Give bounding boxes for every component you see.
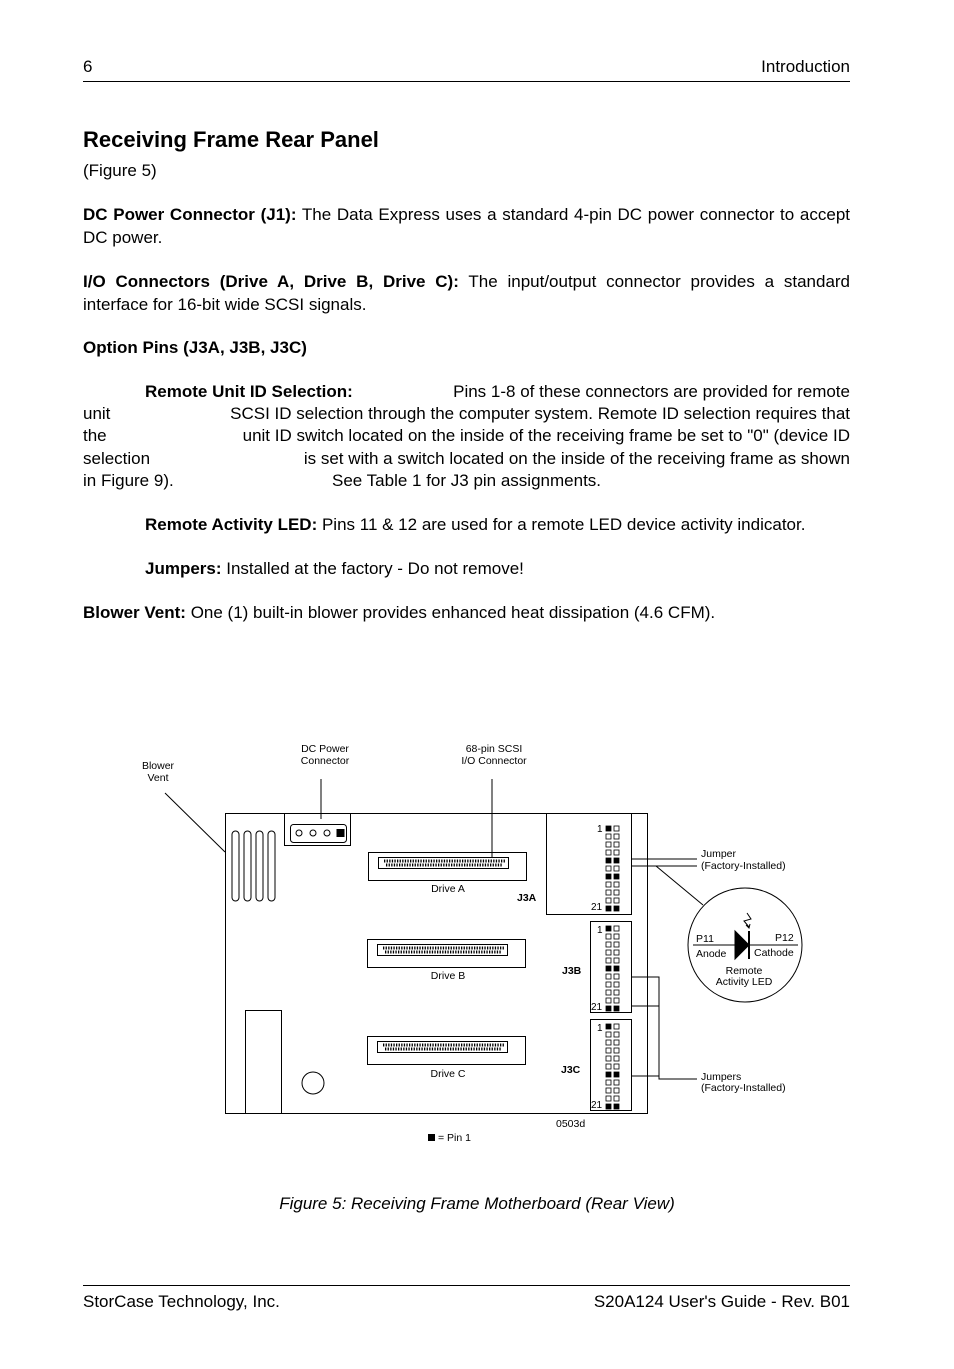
jumpers-label: Jumpers: (145, 559, 222, 578)
header-pin (606, 1064, 611, 1069)
header-pin (614, 834, 619, 839)
remote-id-word-3: the (83, 426, 107, 445)
header-pin (606, 1040, 611, 1045)
header-pin (606, 1006, 611, 1011)
board-component (246, 1011, 282, 1114)
footer-doc-title: S20A124 User's Guide - Rev. B01 (593, 1292, 850, 1311)
blower-vent-label-2: Vent (147, 772, 169, 784)
jumpers-text: Installed at the factory - Do not remove! (221, 559, 524, 578)
header-pin (606, 898, 611, 903)
remote-led-label: Remote Activity LED: (145, 515, 318, 534)
led-p12: P12 (775, 932, 794, 944)
header-pin (606, 874, 611, 879)
header-pin (614, 1006, 619, 1011)
footer-rule (83, 1285, 850, 1286)
blower-vent-label-1: Blower (141, 760, 175, 772)
scsi-label-1: 68-pin SCSI (465, 743, 523, 755)
header-pin (614, 1024, 619, 1029)
j3c-pin1-label: 1 (597, 1023, 603, 1034)
dc-power-connector (285, 814, 351, 846)
led-cathode: Cathode (754, 947, 794, 959)
header-pin (606, 850, 611, 855)
header-pin (614, 1096, 619, 1101)
header-pin (614, 934, 619, 939)
led-anode: Anode (696, 948, 727, 960)
dc-power-label: DC Power Connector (J1): (83, 205, 297, 224)
section-title: Introduction (761, 57, 850, 76)
header-pin (614, 1088, 619, 1093)
remote-id-text-2: SCSI ID selection through the computer system. Remote ID selection requires that (230, 404, 850, 423)
header-pin (614, 998, 619, 1003)
j3c-pins (606, 1024, 619, 1109)
blower-vent-label: Blower Vent: (83, 603, 186, 622)
header-pin (606, 1048, 611, 1053)
j3a-label: J3A (517, 892, 537, 904)
header-pin (614, 942, 619, 947)
io-connectors-text: The input/output connector provides a standard interface for 16-bit wide SCSI signals. (83, 272, 851, 314)
header-pin (614, 926, 619, 931)
jumpers-bracket-1 (632, 977, 697, 1079)
drive-a-label: Drive A (431, 883, 465, 895)
remote-id-text-3: unit ID switch located on the inside of the receiving frame be set to "0" (device ID (242, 426, 850, 445)
j3b-pins (606, 926, 619, 1011)
j3b-label: J3B (562, 965, 582, 977)
header-pin (606, 982, 611, 987)
led-leader (656, 866, 703, 905)
j3a-pin1-label: 1 (597, 824, 603, 835)
jumpers-label-2: (Factory-Installed) (701, 1082, 786, 1094)
option-pins-label: Option Pins (J3A, J3B, J3C) (83, 338, 307, 357)
jumper-label-1: Jumper (701, 848, 737, 860)
header-pin (606, 1096, 611, 1101)
header-pin (614, 1040, 619, 1045)
pin1-legend-text: = Pin 1 (438, 1132, 471, 1144)
header-pin (606, 950, 611, 955)
figure-reference: (Figure 5) (83, 161, 157, 180)
header-pin (606, 990, 611, 995)
header-pin (606, 926, 611, 931)
dc-power-text: The Data Express uses a standard 4-pin DC power connector to accept DC power. (83, 205, 850, 247)
led-label-2: Activity LED (715, 976, 773, 988)
header-pin (606, 1024, 611, 1029)
header-pin (614, 958, 619, 963)
j3b-pin1-label: 1 (597, 925, 603, 936)
header-pin (614, 1032, 619, 1037)
led-p11: P11 (696, 933, 714, 945)
header-pin (606, 826, 611, 831)
header-pin (606, 1056, 611, 1061)
header-pin (606, 842, 611, 847)
drive-b-label: Drive B (430, 970, 466, 982)
jumper-label-2: (Factory-Installed) (701, 860, 786, 872)
drawing-code: 0503d (556, 1118, 586, 1130)
led-label-1: Remote (725, 965, 763, 977)
header-pin (614, 1048, 619, 1053)
drive-a-connector (369, 853, 527, 881)
remote-id-word-4: selection (83, 449, 151, 468)
header-pin (614, 826, 619, 831)
dc-power-label-1: DC Power (301, 743, 349, 755)
remote-id-word-2: unit (83, 404, 111, 423)
pin1-legend-square (428, 1134, 435, 1141)
header-pin (606, 882, 611, 887)
dc-power-label-2: Connector (300, 755, 350, 767)
header-pin (614, 874, 619, 879)
remote-id-word-5: in Figure 9). (83, 471, 174, 490)
header-pin (606, 958, 611, 963)
header-pin (606, 966, 611, 971)
header-pin (614, 990, 619, 995)
header-pin (606, 1088, 611, 1093)
header-pin (606, 858, 611, 863)
scsi-label-2: I/O Connector (461, 755, 527, 767)
drive-b-connector (368, 940, 526, 968)
header-pin (614, 950, 619, 955)
blower-vent (232, 831, 275, 901)
j3b-pin21-label: 21 (591, 1002, 603, 1013)
header-pin (614, 890, 619, 895)
drive-c-connector (368, 1037, 526, 1065)
header-pin (606, 942, 611, 947)
header-pin (614, 850, 619, 855)
header-pin (606, 934, 611, 939)
mounting-hole (302, 1072, 324, 1094)
page-number: 6 (83, 57, 93, 76)
io-connectors-label: I/O Connectors (Drive A, Drive B, Drive C): (83, 272, 459, 291)
header-pin (614, 982, 619, 987)
j3c-label: J3C (561, 1064, 581, 1076)
header-pin (614, 1072, 619, 1077)
j3c-pin21-label: 21 (591, 1100, 603, 1111)
remote-id-text-1: Pins 1-8 of these connectors are provided for remote (453, 382, 850, 401)
remote-id-text-5: See Table 1 for J3 pin assignments. (332, 471, 602, 490)
header-pin (606, 834, 611, 839)
header-pin (614, 898, 619, 903)
blower-vent-leader (165, 793, 225, 852)
drive-c-label: Drive C (430, 1068, 466, 1080)
header-pin (614, 842, 619, 847)
figure-caption: Figure 5: Receiving Frame Motherboard (Rear View) (279, 1194, 675, 1213)
header-pin (606, 866, 611, 871)
header-pin (614, 866, 619, 871)
header-pin (614, 966, 619, 971)
remote-id-text-4: is set with a switch located on the inside of the receiving frame as shown (303, 449, 850, 468)
header-pin (614, 1056, 619, 1061)
footer-company: StorCase Technology, Inc. (83, 1292, 280, 1311)
header-pin (614, 906, 619, 911)
header-pin (606, 906, 611, 911)
header-pin (606, 1080, 611, 1085)
j3a-pins (606, 826, 619, 911)
header-pin (614, 1104, 619, 1109)
header-pin (614, 1080, 619, 1085)
page-title: Receiving Frame Rear Panel (83, 127, 379, 152)
header-pin (606, 890, 611, 895)
header-pin (606, 998, 611, 1003)
header-pin (614, 882, 619, 887)
j3a-pin21-label: 21 (591, 902, 603, 913)
header-pin (606, 1104, 611, 1109)
blower-vent-text: One (1) built-in blower provides enhanced heat dissipation (4.6 CFM). (185, 603, 716, 622)
header-pin (614, 858, 619, 863)
header-pin (606, 974, 611, 979)
remote-led-text: Pins 11 & 12 are used for a remote LED device activity indicator. (317, 515, 806, 534)
remote-id-label: Remote Unit ID Selection: (145, 382, 353, 401)
header-pin (614, 974, 619, 979)
header-pin (614, 1064, 619, 1069)
jumpers-label-1: Jumpers (701, 1071, 742, 1083)
header-pin (606, 1072, 611, 1077)
header-pin (606, 1032, 611, 1037)
